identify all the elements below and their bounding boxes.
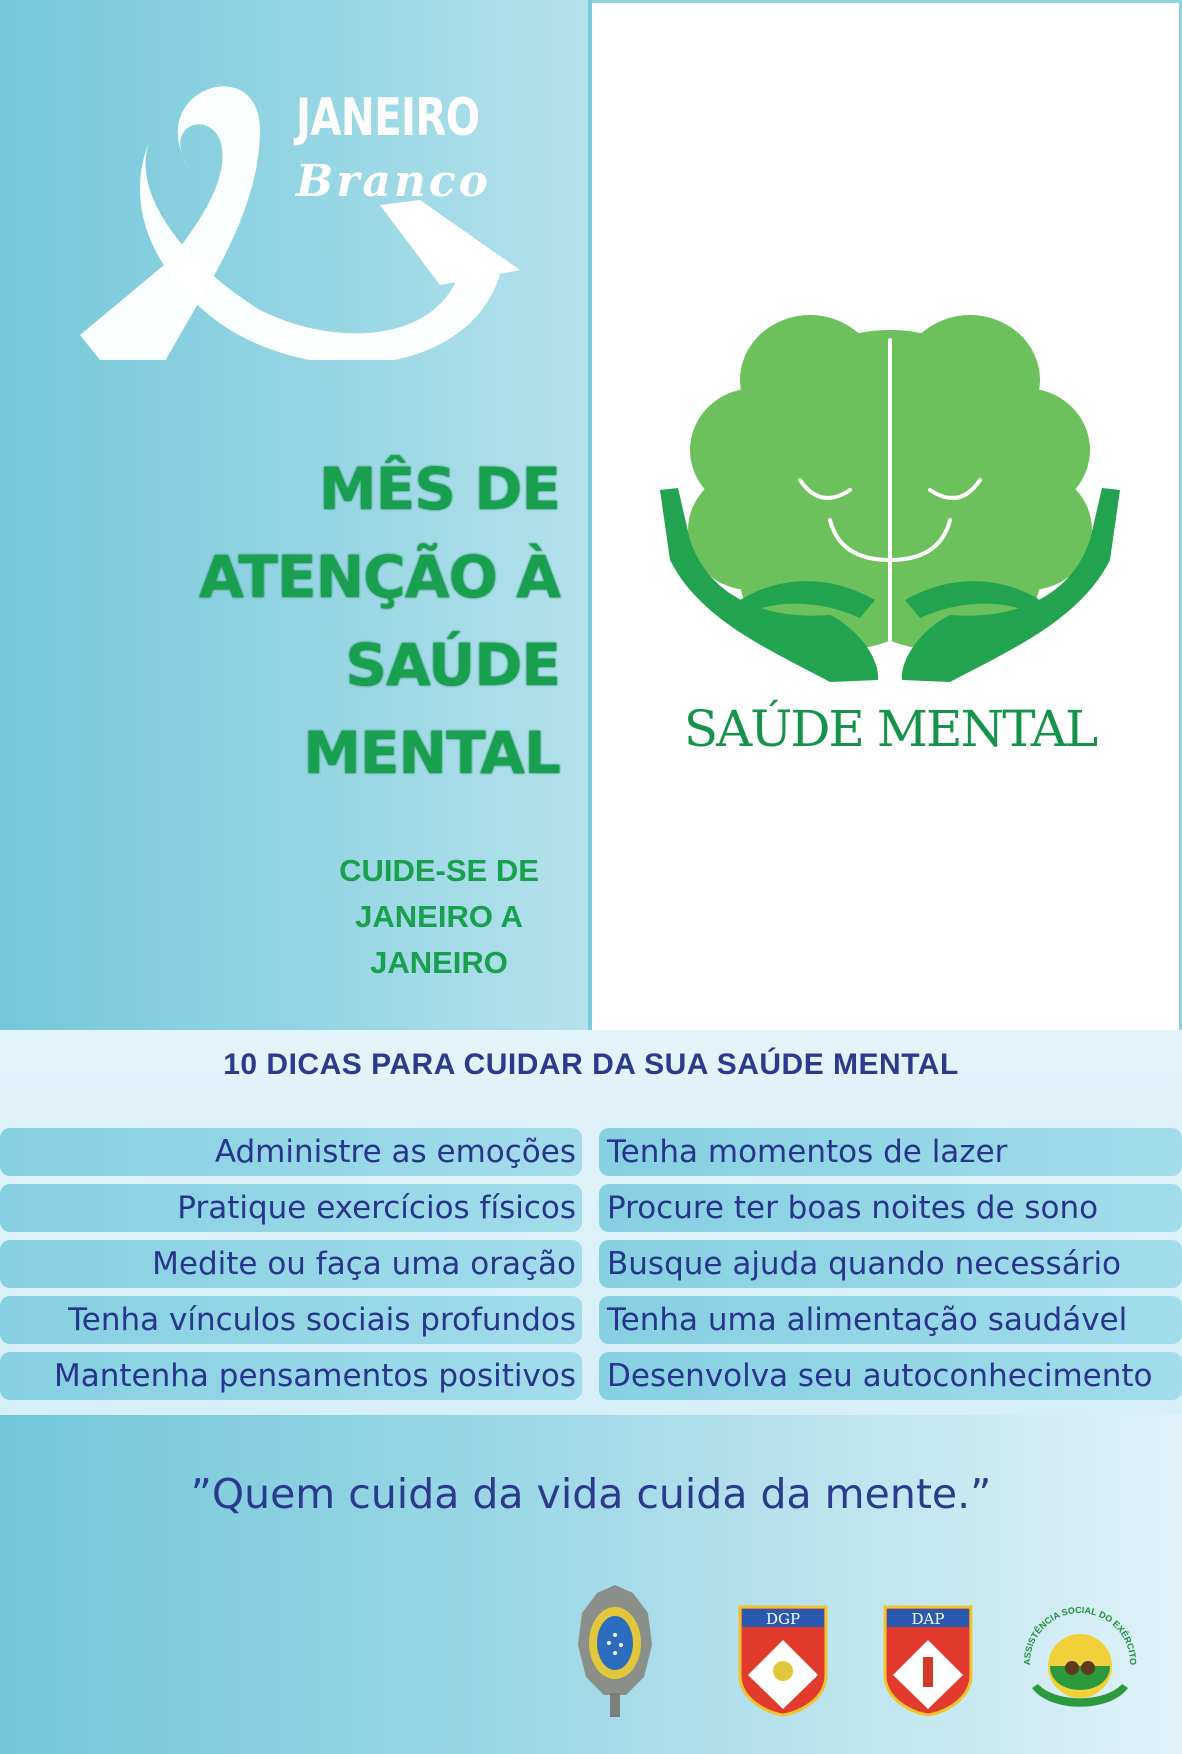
branco-subtitle: Branco bbox=[296, 156, 492, 207]
assistencia-social-emblem-icon bbox=[1010, 1588, 1150, 1728]
tagline-line: JANEIRO A bbox=[355, 899, 523, 934]
tip-item: Procure ter boas noites de sono bbox=[599, 1184, 1182, 1232]
headline bbox=[170, 445, 560, 797]
army-emblem-icon bbox=[578, 1585, 652, 1720]
quote: ”Quem cuida da vida cuida da mente.” bbox=[190, 1470, 992, 1518]
tip-item: Busque ajuda quando necessário bbox=[599, 1240, 1182, 1288]
headline-line: SAÚDE bbox=[345, 631, 560, 699]
logo-wordmark: SAÚDE MENTAL bbox=[683, 700, 1097, 758]
tip-item: Tenha vínculos sociais profundos bbox=[0, 1296, 582, 1344]
tips-title: 10 DICAS PARA CUIDAR DA SUA SAÚDE MENTAL bbox=[223, 1048, 959, 1081]
tagline-line: CUIDE-SE DE bbox=[339, 853, 539, 888]
dap-shield-icon bbox=[883, 1605, 973, 1717]
tip-item: Pratique exercícios físicos bbox=[0, 1184, 582, 1232]
assistencia-label: ASSISTÊNCIA SOCIAL DO EXÉRCITO bbox=[1021, 1604, 1139, 1666]
tip-item: Administre as emoções bbox=[0, 1128, 582, 1176]
headline-line: MÊS DE bbox=[318, 455, 560, 523]
dgp-label: DGP bbox=[765, 1610, 801, 1628]
dgp-shield-icon bbox=[738, 1605, 828, 1717]
headline-line: ATENÇÃO À bbox=[199, 543, 560, 611]
cuide-tagline bbox=[300, 848, 578, 986]
dap-label: DAP bbox=[911, 1610, 945, 1628]
tip-item: Tenha momentos de lazer bbox=[599, 1128, 1182, 1176]
tagline-line: JANEIRO bbox=[370, 945, 508, 980]
tip-item: Tenha uma alimentação saudável bbox=[599, 1296, 1182, 1344]
janeiro-title: JANEIRO bbox=[296, 88, 480, 148]
tip-item: Desenvolva seu autoconhecimento bbox=[599, 1352, 1182, 1400]
tip-item: Medite ou faça uma oração bbox=[0, 1240, 582, 1288]
brain-in-hands-icon bbox=[660, 300, 1120, 690]
headline-line: MENTAL bbox=[303, 719, 560, 787]
tip-item: Mantenha pensamentos positivos bbox=[0, 1352, 582, 1400]
